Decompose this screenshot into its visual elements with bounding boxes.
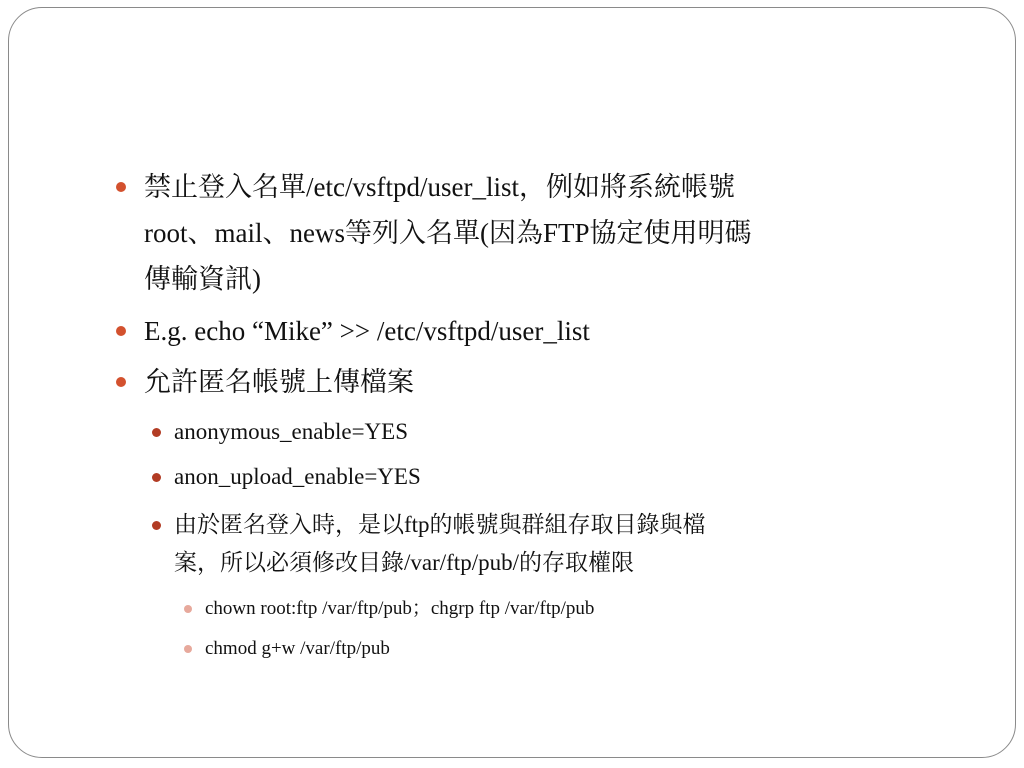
bullet-line: chmod g+w /var/ftp/pub [205,638,390,659]
bullet-line: anonymous_enable=YES [174,419,408,444]
bullet-item-echo-example [144,308,590,354]
bullet-line: 禁止登入名單/etc/vsftpd/user_list，例如將系統帳號 [144,172,735,202]
bullet-dot-icon [152,428,161,437]
bullet-line: root、mail、news等列入名單(因為FTP協定使用明碼 [144,218,752,248]
bullet-line: 傳輸資訊) [144,264,261,294]
bullet-dot-icon [152,521,161,530]
bullet-item-anonymous-enable [174,413,408,451]
bullet-item-blocked-users [144,164,752,302]
bullet-item-anonymous-upload [144,359,414,405]
bullet-dot-icon [184,605,192,613]
bullet-dot-icon [184,645,192,653]
bullet-line: 由於匿名登入時，是以ftp的帳號與群組存取目錄與檔 [174,512,706,537]
bullet-item-permission-note [174,506,706,582]
bullet-line: anon_upload_enable=YES [174,464,421,489]
bullet-line: 案，所以必須修改目錄/var/ftp/pub/的存取權限 [174,550,634,575]
bullet-dot-icon [116,326,126,336]
bullet-item-chmod-command [205,633,390,665]
bullet-dot-icon [116,182,126,192]
bullet-line: E.g. echo “Mike” >> /etc/vsftpd/user_list [144,316,590,346]
bullet-line: chown root:ftp /var/ftp/pub；chgrp ftp /var/ftp/pub [205,598,595,619]
bullet-dot-icon [116,377,126,387]
bullet-dot-icon [152,473,161,482]
bullet-line: 允許匿名帳號上傳檔案 [144,367,414,397]
bullet-item-chown-command [205,593,594,625]
bullet-item-anon-upload-enable [174,458,421,496]
